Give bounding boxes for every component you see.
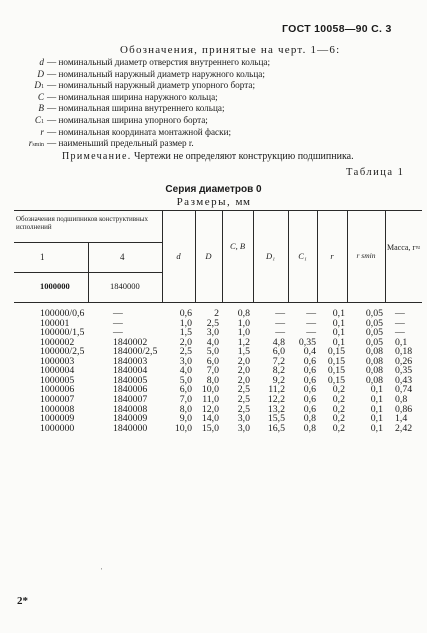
- table-cell: —: [113, 327, 123, 339]
- definition-text: — номинальная координата монтажной фаски;: [47, 126, 232, 137]
- table-cell: 0,08: [365, 355, 383, 367]
- col-mass: Масса, г≈: [387, 243, 421, 252]
- table-cell: 2,5: [237, 384, 250, 396]
- table-cell: 100000/2,5: [40, 346, 85, 358]
- table-cell: 0,6: [303, 403, 316, 415]
- table-cell: 3,0: [206, 327, 219, 339]
- table-cell: 1,4: [395, 413, 408, 425]
- table-cell: 0,1: [332, 336, 345, 348]
- table-cell: —: [113, 308, 123, 319]
- symbol-letter: r: [28, 138, 33, 149]
- table-cell: 14,0: [201, 413, 219, 425]
- table-cell: —: [275, 317, 285, 329]
- table-cell: 0,8: [303, 422, 316, 434]
- table-cell: 0,08: [365, 346, 383, 358]
- note-label: Примечание.: [62, 151, 132, 162]
- table-cell: 9,0: [179, 413, 192, 425]
- symbol-letter: B: [38, 103, 44, 114]
- table-cell: 0,2: [332, 403, 345, 415]
- table-cell: 0,1: [395, 336, 408, 348]
- table-cell: 184000/2,5: [113, 346, 158, 358]
- design-col-4: 4: [120, 252, 125, 262]
- col-divider-3: [222, 210, 223, 302]
- table-cell: 0,1: [370, 403, 383, 415]
- table-cell: 100000/0,6: [40, 308, 85, 319]
- table-cell: 2,5: [179, 346, 192, 358]
- table-cell: 0,6: [303, 365, 316, 377]
- table-cell: 1000009: [40, 413, 75, 425]
- table-row: [0, 327, 427, 337]
- table-cell: 1840002: [113, 336, 148, 348]
- sizes-label-text: Размеры,: [176, 196, 232, 208]
- symbol-subscript: 1: [41, 84, 44, 91]
- definition-text: — номинальный наружный диаметр упорного борта;: [47, 80, 256, 91]
- table-cell: 1000007: [40, 393, 75, 405]
- table-cell: 0,6: [303, 374, 316, 386]
- table-cell: 12,0: [201, 403, 219, 415]
- table-cell: 1,0: [179, 317, 192, 329]
- definition-text: — номинальная ширина наружного кольца;: [47, 91, 218, 102]
- table-cell: 0,74: [395, 384, 413, 396]
- table-row: [0, 404, 427, 414]
- table-cell: 1840004: [113, 365, 148, 377]
- table-cell: 10,0: [201, 384, 219, 396]
- table-cell: 0,05: [365, 317, 383, 329]
- symbol-letter: C: [37, 91, 44, 102]
- table-cell: —: [306, 327, 316, 339]
- table-cell: 8,2: [272, 365, 285, 377]
- table-cell: 0,2: [332, 384, 345, 396]
- table-cell: —: [275, 308, 285, 319]
- table-cell: —: [113, 317, 123, 329]
- table-cell: —: [306, 308, 316, 319]
- table-cell: 0,15: [327, 355, 345, 367]
- page-header: ГОСТ 10058—90 С. 3: [282, 23, 392, 35]
- series-title: Серия диаметров 0: [165, 184, 262, 195]
- table-cell: 5,0: [206, 346, 219, 358]
- table-cell: —: [395, 308, 405, 319]
- table-cell: 1840007: [113, 393, 148, 405]
- table-cell: 0,43: [395, 374, 413, 386]
- symbol-letter: C: [34, 114, 41, 125]
- sizes-unit: мм: [235, 196, 251, 208]
- table-cell: 100001: [40, 317, 70, 329]
- table-cell: 0,2: [332, 422, 345, 434]
- definition-text: — наименьший предельный размер r.: [47, 138, 194, 149]
- table-cell: 0,08: [365, 365, 383, 377]
- table-cell: 0,05: [365, 308, 383, 319]
- table-cell: 3,0: [237, 413, 250, 425]
- table-cell: 4,0: [179, 365, 192, 377]
- table-cell: 0,1: [370, 422, 383, 434]
- table-cell: 1000003: [40, 355, 75, 367]
- table-cell: 2,0: [237, 355, 250, 367]
- table-top-rule: [14, 210, 422, 211]
- base-code-4: 1840000: [110, 281, 140, 291]
- table-cell: 6,0: [272, 346, 285, 358]
- col-D1: D₁: [265, 251, 276, 261]
- table-row: [0, 318, 427, 328]
- table-cell: 0,15: [327, 346, 345, 358]
- table-row: [0, 365, 427, 375]
- table-label: Таблица 1: [346, 167, 405, 178]
- table-cell: 8,0: [179, 403, 192, 415]
- table-cell: —: [395, 327, 405, 339]
- table-cell: 4,0: [206, 336, 219, 348]
- table-cell: 10,0: [174, 422, 192, 434]
- table-cell: 2,5: [237, 403, 250, 415]
- table-cell: 0,35: [298, 336, 316, 348]
- table-cell: 0,18: [395, 346, 413, 358]
- table-cell: 0,15: [327, 374, 345, 386]
- table-cell: 12,2: [267, 393, 285, 405]
- table-cell: 15,5: [267, 413, 285, 425]
- table-cell: 1000005: [40, 374, 75, 386]
- table-cell: 1000008: [40, 403, 75, 415]
- table-row: [0, 356, 427, 366]
- symbol-letter: D: [34, 80, 41, 91]
- col-divider-8: [385, 210, 386, 302]
- table-row: [0, 375, 427, 385]
- table-cell: 2,42: [395, 422, 413, 434]
- table-cell: 0,4: [303, 346, 316, 358]
- definition-row: [22, 58, 270, 70]
- table-cell: 2,5: [237, 393, 250, 405]
- table-cell: 5,0: [179, 374, 192, 386]
- table-row: [0, 394, 427, 404]
- definition-row: [22, 116, 270, 128]
- notation-title: Обозначения, принятые на черт. 1—6:: [120, 44, 341, 56]
- definition-text: — номинальный наружный диаметр наружного кольца;: [47, 68, 265, 79]
- table-cell: 1,0: [237, 327, 250, 339]
- note: [62, 151, 354, 162]
- table-cell: 13,2: [267, 403, 285, 415]
- col-r: r: [330, 251, 334, 261]
- table-cell: 1,5: [179, 327, 192, 339]
- base-code-1: 1000000: [40, 281, 70, 291]
- table-cell: 1840000: [113, 422, 148, 434]
- definition-symbol: [22, 139, 47, 151]
- table-cell: 0,2: [332, 393, 345, 405]
- table-row: [0, 413, 427, 423]
- symbol-subscript: smin: [32, 142, 44, 149]
- table-cell: 0,08: [365, 374, 383, 386]
- table-cell: 0,05: [365, 327, 383, 339]
- table-cell: —: [275, 327, 285, 339]
- table-cell: 0,8: [303, 413, 316, 425]
- symbol-letter: d: [39, 57, 44, 67]
- table-row: [0, 337, 427, 347]
- table-cell: 0,05: [365, 336, 383, 348]
- table-cell: 11,2: [268, 384, 285, 396]
- table-cell: 0,8: [395, 393, 408, 405]
- page-footer-mark: 2*: [17, 595, 28, 607]
- table-cell: 1000006: [40, 384, 75, 396]
- table-cell: 100000/1,5: [40, 327, 85, 339]
- table-cell: 6,0: [206, 355, 219, 367]
- table-cell: 9,2: [272, 374, 285, 386]
- table-cell: 7,0: [179, 393, 192, 405]
- table-cell: 1000002: [40, 336, 75, 348]
- symbol-letter: D: [37, 68, 44, 79]
- table-cell: 8,0: [206, 374, 219, 386]
- table-cell: 0,86: [395, 403, 413, 415]
- table-cell: 0,15: [327, 365, 345, 377]
- symbol-subscript: 1: [41, 118, 44, 125]
- table-cell: 0,1: [370, 393, 383, 405]
- table-cell: 0,6: [303, 355, 316, 367]
- table-cell: —: [395, 317, 405, 329]
- definition-row: [22, 139, 270, 151]
- table-cell: 0,1: [332, 327, 345, 339]
- table-cell: 1840005: [113, 374, 148, 386]
- table-cell: 2: [214, 308, 219, 319]
- table-cell: 1000000: [40, 422, 75, 434]
- table-cell: 3,0: [179, 355, 192, 367]
- design-col-divider: [88, 242, 89, 302]
- table-cell: 0,2: [332, 413, 345, 425]
- table-cell: 11,0: [202, 393, 219, 405]
- table-cell: 6,0: [179, 384, 192, 396]
- table-cell: 0,35: [395, 365, 413, 377]
- table-cell: 1840006: [113, 384, 148, 396]
- table-cell: —: [306, 317, 316, 329]
- table-cell: 2,5: [206, 317, 219, 329]
- definition-text: — номинальная ширина внутреннего кольца;: [47, 103, 225, 114]
- table-cell: 1000004: [40, 365, 75, 377]
- table-cell: 0,1: [370, 413, 383, 425]
- table-cell: 0,6: [303, 384, 316, 396]
- table-cell: 4,8: [272, 336, 285, 348]
- table-cell: 2,0: [179, 336, 192, 348]
- table-row: [0, 423, 427, 433]
- definition-text: — номинальная ширина упорного борта;: [47, 114, 208, 125]
- table-cell: 3,0: [237, 422, 250, 434]
- col-r-smin: r smin: [356, 251, 376, 260]
- stray-mark: ˈ: [100, 567, 103, 576]
- col-d: d: [176, 251, 181, 261]
- design-col-1: 1: [40, 252, 45, 262]
- table-cell: 7,2: [272, 355, 285, 367]
- group-header: Обозначения подшипников конструктивных исполнений: [16, 215, 148, 231]
- table-cell: 16,5: [267, 422, 285, 434]
- table-cell: 1,0: [237, 317, 250, 329]
- note-text: Чертежи не определяют конструкцию подшипника.: [134, 151, 354, 162]
- definitions-list: [22, 58, 270, 151]
- table-cell: 1840008: [113, 403, 148, 415]
- header-bottom-rule: [14, 302, 422, 303]
- col-D: D: [205, 251, 212, 261]
- sizes-label: [0, 196, 427, 208]
- table-cell: 2,0: [237, 365, 250, 377]
- table-row: [0, 384, 427, 394]
- table-cell: 15,0: [201, 422, 219, 434]
- table-cell: 1,2: [237, 336, 250, 348]
- table-row: [0, 346, 427, 356]
- col-C-B: C, B: [229, 241, 246, 251]
- table-cell: 0,8: [237, 308, 250, 319]
- definition-text: — номинальный диаметр отверстия внутреннего кольца;: [47, 57, 271, 67]
- table-cell: 2,0: [237, 374, 250, 386]
- definition-symbol: [22, 128, 47, 140]
- table-row: [0, 308, 427, 318]
- col-C1: C₁: [298, 251, 307, 261]
- table-cell: 0,1: [332, 308, 345, 319]
- table-cell: 1,5: [237, 346, 250, 358]
- table-cell: 7,0: [206, 365, 219, 377]
- table-cell: 0,26: [395, 355, 413, 367]
- table-cell: 1840009: [113, 413, 148, 425]
- symbol-letter: r: [40, 126, 44, 137]
- table-cell: 0,6: [303, 393, 316, 405]
- table-cell: 0,6: [179, 308, 192, 319]
- table-cell: 1840003: [113, 355, 148, 367]
- table-cell: 0,1: [332, 317, 345, 329]
- table-cell: 0,1: [370, 384, 383, 396]
